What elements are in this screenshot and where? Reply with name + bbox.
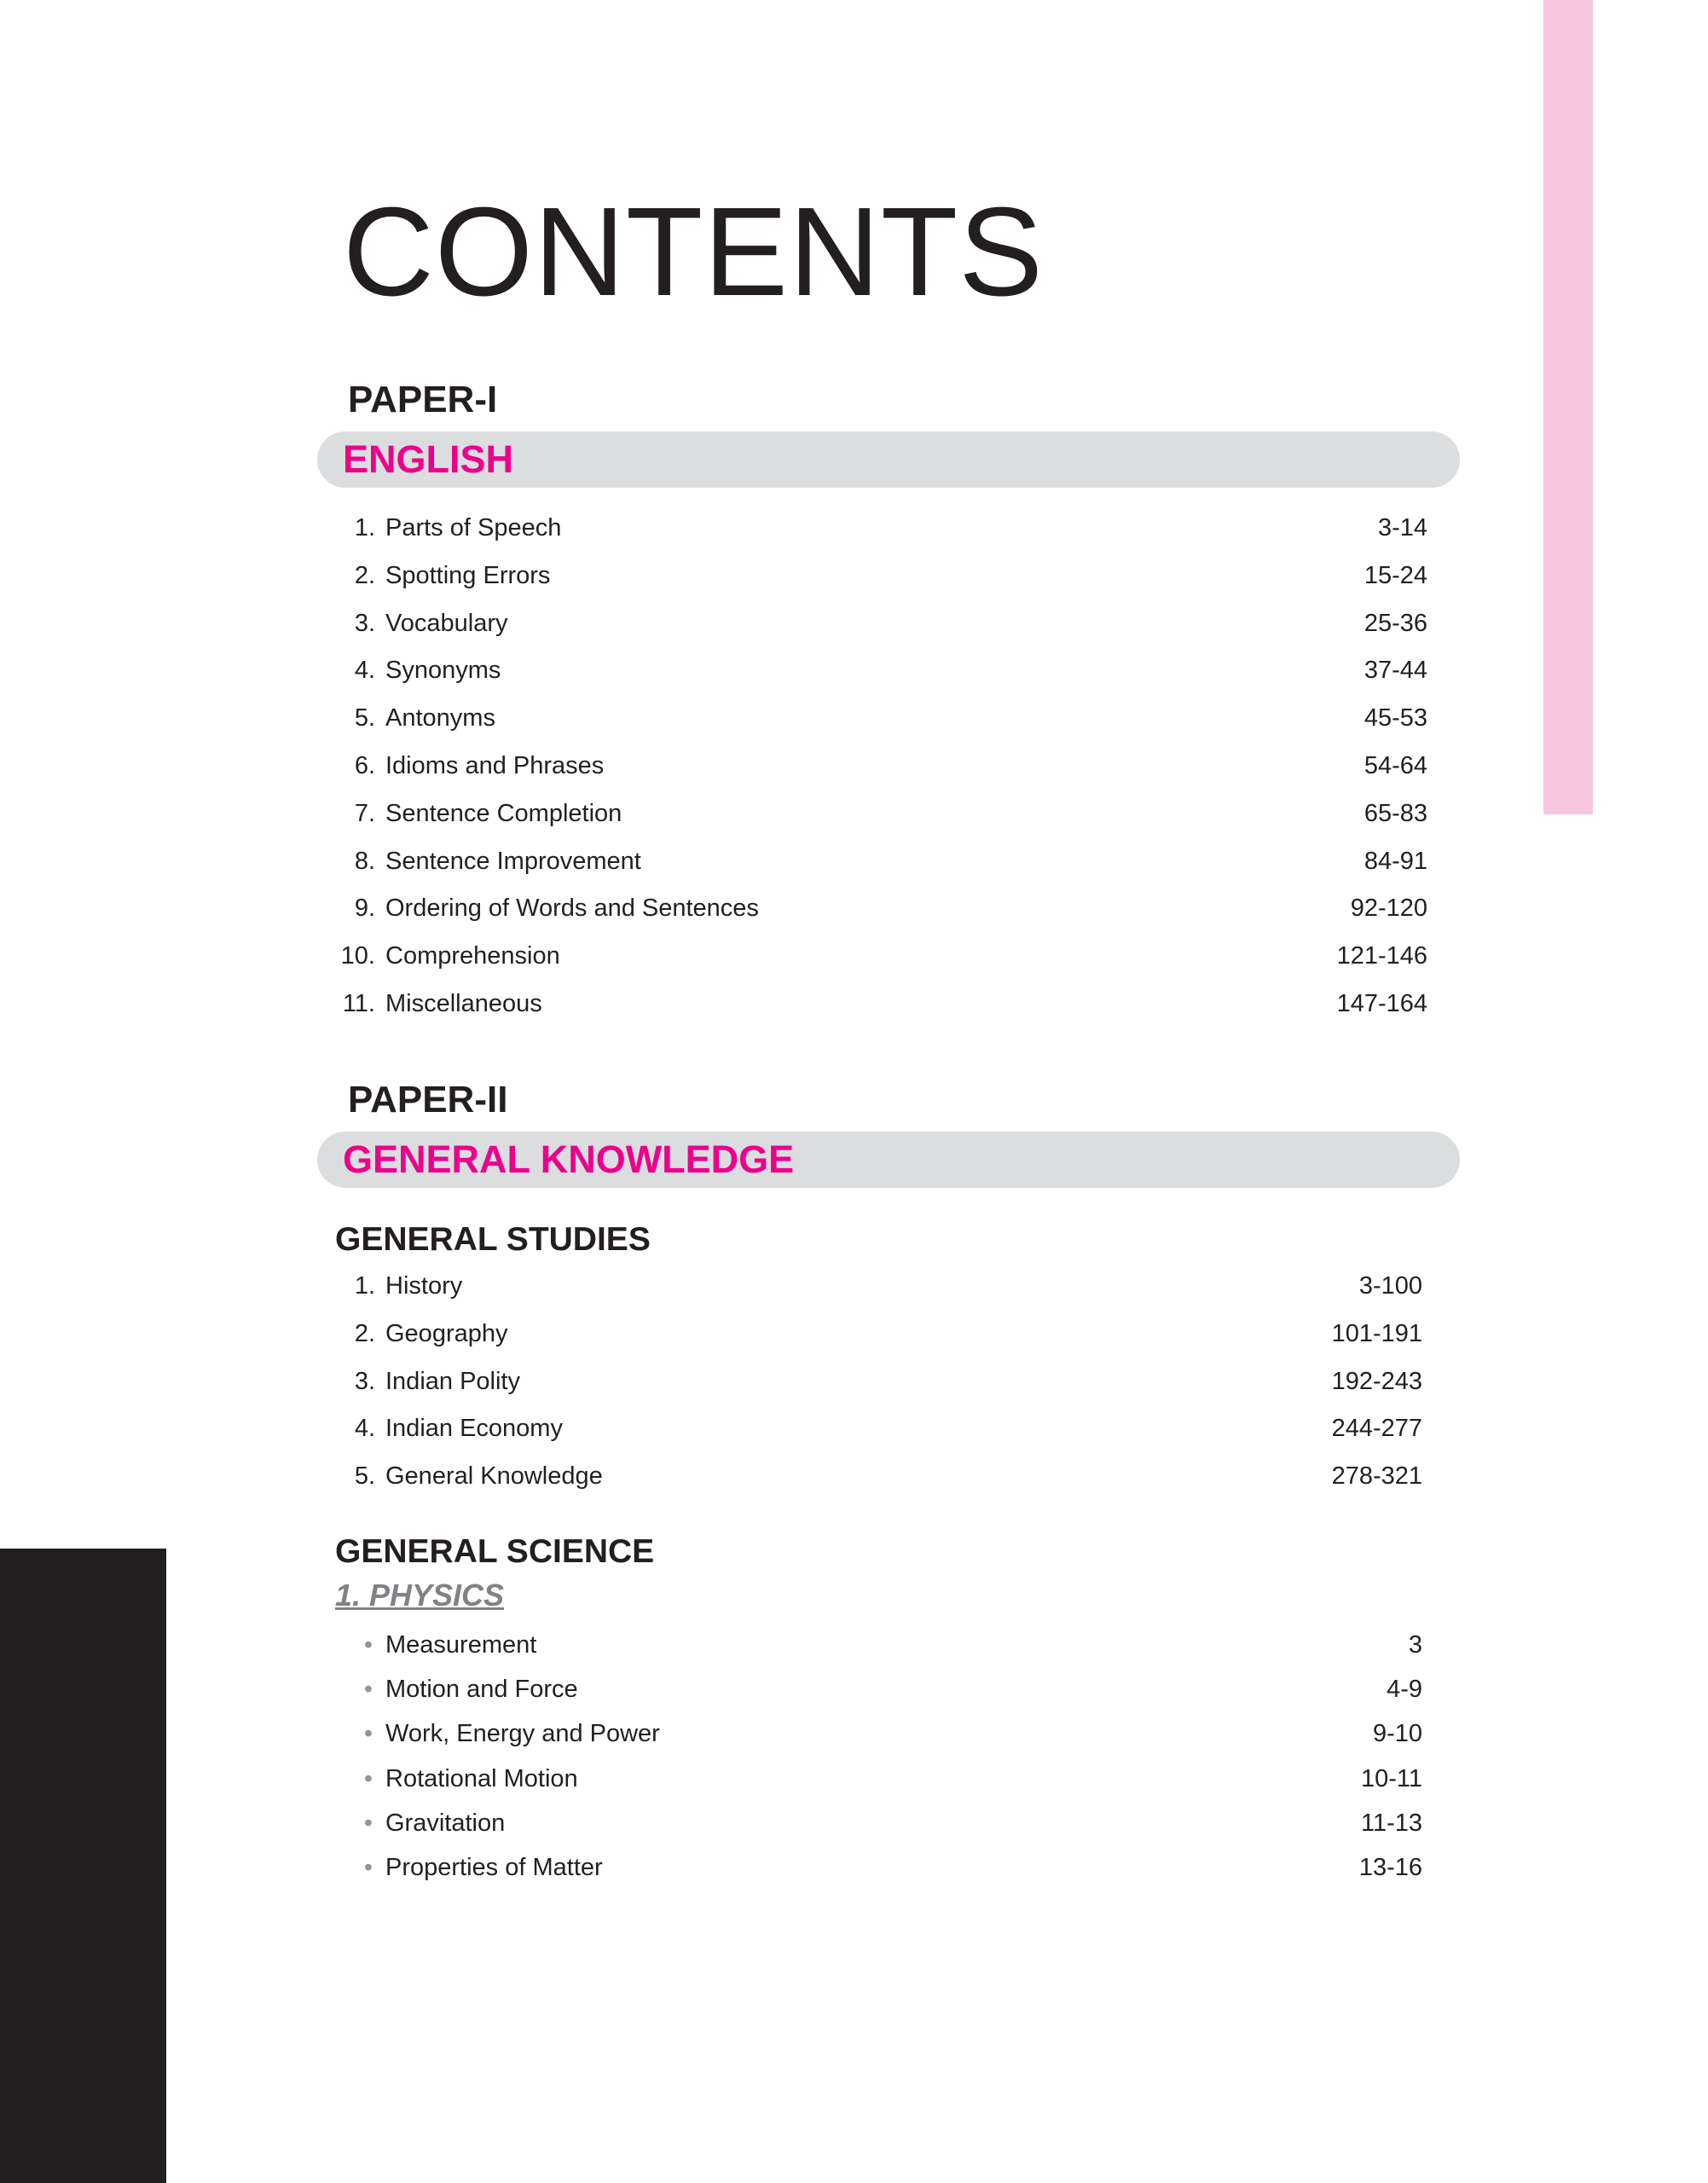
entry-number: 4. [354, 1415, 375, 1443]
toc-entry [334, 1801, 1422, 1845]
toc-entry [334, 1845, 1422, 1890]
toc-entry [334, 1711, 1422, 1756]
entry-topic: Indian Economy [385, 1415, 563, 1443]
bullet-icon: • [363, 1631, 373, 1659]
entry-topic: Miscellaneous [385, 989, 542, 1017]
black-edge-tab [0, 1549, 166, 2183]
entry-topic: Motion and Force [385, 1676, 578, 1704]
toc-entry [334, 933, 1427, 981]
entry-number: 4. [354, 657, 375, 685]
bullet-icon: • [363, 1720, 373, 1748]
entry-pages: 147-164 [1336, 989, 1427, 1017]
entry-number: 10. [340, 942, 375, 970]
toc-entry [334, 695, 1427, 743]
paper-1-toc [334, 505, 1427, 1028]
entry-pages: 10-11 [1360, 1764, 1422, 1792]
entry-pages: 25-36 [1364, 609, 1427, 637]
paper-1-label: PAPER-I [348, 379, 498, 420]
entry-topic: Parts of Speech [385, 514, 562, 541]
entry-topic: Spotting Errors [385, 561, 551, 589]
toc-entry [334, 790, 1427, 838]
toc-entry [334, 1358, 1422, 1406]
entry-pages: 65-83 [1364, 799, 1427, 827]
general-science-heading: GENERAL SCIENCE [335, 1533, 655, 1570]
entry-topic: History [385, 1272, 463, 1300]
bullet-icon: • [363, 1764, 373, 1792]
entry-topic: Antonyms [385, 704, 495, 732]
general-studies-heading: GENERAL STUDIES [335, 1221, 651, 1258]
entry-topic: Sentence Improvement [385, 847, 641, 875]
entry-number: 11. [342, 989, 375, 1017]
entry-topic: Indian Polity [385, 1367, 520, 1395]
paper-2-subject-band [317, 1132, 1460, 1188]
entry-topic: Properties of Matter [385, 1853, 603, 1881]
entry-pages: 3 [1408, 1631, 1422, 1659]
physics-toc [334, 1623, 1422, 1890]
paper-2-subject: GENERAL KNOWLEDGE [343, 1138, 795, 1181]
entry-pages: 13-16 [1358, 1853, 1422, 1881]
entry-number: 6. [354, 751, 375, 779]
entry-pages: 45-53 [1364, 704, 1427, 732]
entry-number: 1. [354, 1272, 375, 1300]
entry-pages: 3-14 [1377, 514, 1427, 541]
toc-entry [334, 647, 1427, 695]
toc-entry [334, 981, 1427, 1028]
entry-number: 5. [354, 1462, 375, 1491]
entry-topic: Gravitation [385, 1809, 506, 1837]
entry-topic: Vocabulary [385, 609, 508, 637]
entry-topic: General Knowledge [385, 1462, 603, 1491]
toc-entry [334, 1623, 1422, 1667]
entry-number: 1. [354, 514, 375, 541]
entry-pages: 4-9 [1387, 1676, 1422, 1704]
toc-entry [334, 1453, 1422, 1501]
pink-edge-tab [1543, 0, 1593, 814]
entry-number: 3. [354, 609, 375, 637]
toc-entry [334, 1757, 1422, 1801]
physics-heading: 1. PHYSICS [335, 1578, 505, 1613]
entry-topic: Synonyms [385, 657, 501, 685]
entry-pages: 54-64 [1364, 751, 1427, 779]
entry-pages: 192-243 [1331, 1367, 1422, 1395]
entry-number: 5. [354, 704, 375, 732]
general-studies-toc [334, 1263, 1422, 1501]
toc-entry [334, 505, 1427, 553]
entry-number: 8. [354, 847, 375, 875]
entry-number: 9. [354, 895, 375, 923]
entry-pages: 84-91 [1364, 847, 1427, 875]
entry-number: 2. [354, 1319, 375, 1347]
entry-pages: 101-191 [1331, 1319, 1422, 1347]
paper-1-subject: ENGLISH [343, 437, 514, 481]
entry-number: 2. [354, 561, 375, 589]
toc-entry [334, 1405, 1422, 1453]
toc-entry [334, 838, 1427, 886]
entry-pages: 37-44 [1364, 657, 1427, 685]
bullet-icon: • [363, 1809, 373, 1837]
entry-topic: Geography [385, 1319, 508, 1347]
toc-entry [334, 600, 1427, 648]
entry-number: 7. [354, 799, 375, 827]
page-title: CONTENTS [343, 182, 1044, 322]
entry-topic: Rotational Motion [385, 1764, 578, 1792]
entry-number: 3. [354, 1367, 375, 1395]
bullet-icon: • [363, 1853, 373, 1881]
entry-pages: 244-277 [1331, 1415, 1422, 1443]
entry-pages: 92-120 [1350, 895, 1427, 923]
entry-topic: Work, Energy and Power [385, 1720, 660, 1748]
toc-entry [334, 553, 1427, 600]
entry-pages: 15-24 [1364, 561, 1427, 589]
entry-topic: Idioms and Phrases [385, 751, 605, 779]
paper-1-subject-band [317, 431, 1460, 488]
entry-pages: 121-146 [1336, 942, 1427, 970]
entry-topic: Sentence Completion [385, 799, 622, 827]
entry-pages: 11-13 [1360, 1809, 1422, 1837]
entry-topic: Comprehension [385, 942, 560, 970]
toc-entry [334, 743, 1427, 790]
entry-pages: 278-321 [1331, 1462, 1422, 1491]
entry-topic: Measurement [385, 1631, 537, 1659]
toc-entry [334, 885, 1427, 933]
entry-pages: 9-10 [1372, 1720, 1422, 1748]
toc-entry [334, 1311, 1422, 1358]
entry-topic: Ordering of Words and Sentences [385, 895, 759, 923]
toc-entry [334, 1263, 1422, 1311]
toc-entry [334, 1667, 1422, 1711]
entry-pages: 3-100 [1358, 1272, 1422, 1300]
bullet-icon: • [363, 1676, 373, 1704]
paper-2-label: PAPER-II [348, 1079, 508, 1120]
